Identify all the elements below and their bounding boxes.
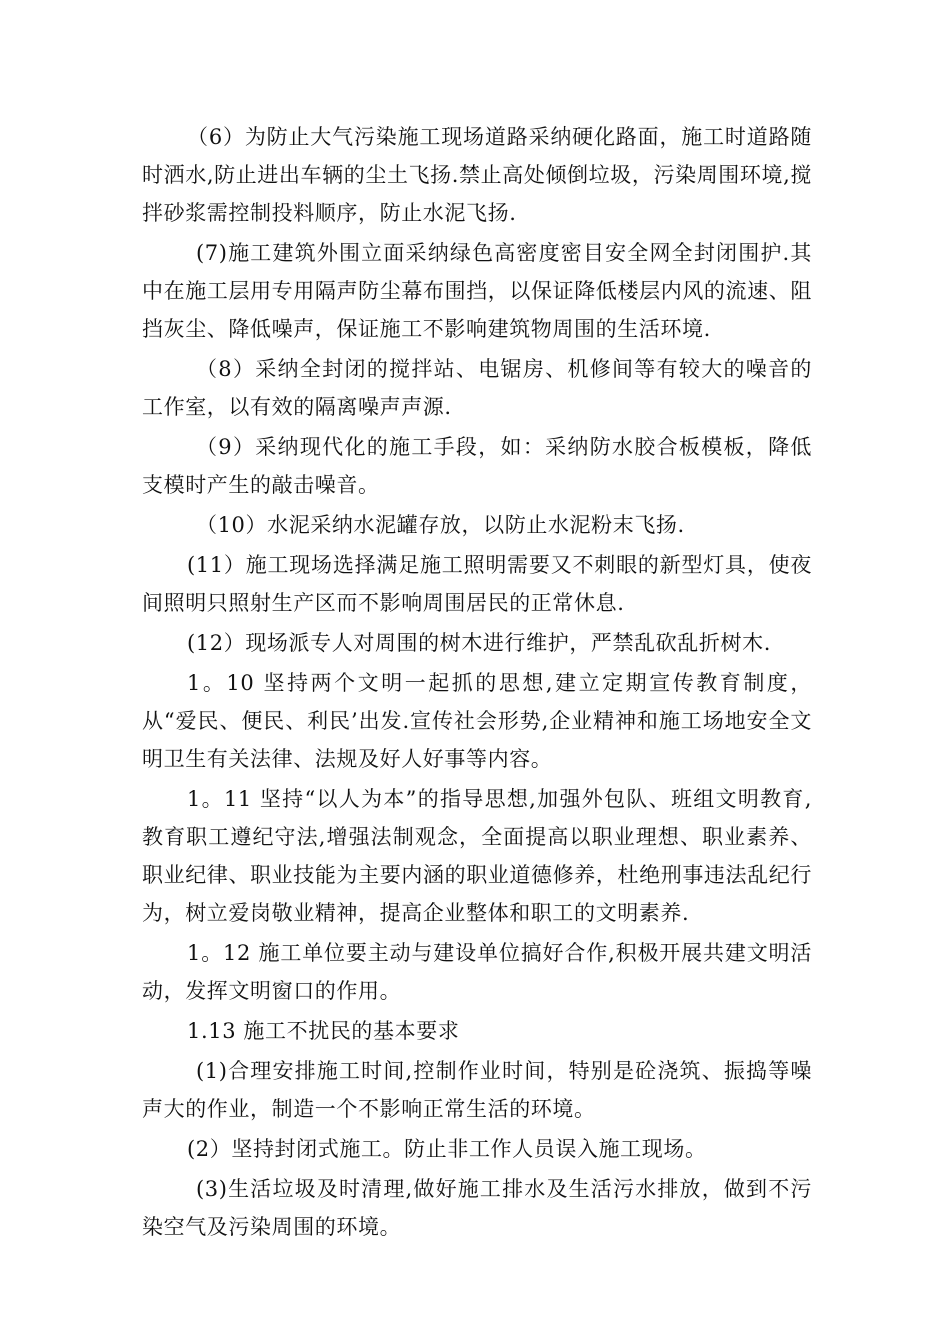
paragraph-12: (12）现场派专人对周围的树木进行维护，严禁乱砍乱折树木. bbox=[187, 631, 771, 655]
requirement-3: (3)生活垃圾及时清理,做好施工排水及生活污水排放，做到不污染空气及污染周围的环境。 bbox=[142, 1177, 812, 1239]
paragraph-6: （6）为防止大气污染施工现场道路采纳硬化路面，施工时道路随时洒水,防止进出车辆的尘土飞扬.禁止高处倾倒垃圾，污染周围环境,搅拌砂浆需控制投料顺序，防止水泥飞扬. bbox=[142, 125, 812, 225]
requirement-2: (2）坚持封闭式施工。防止非工作人员误入施工现场。 bbox=[187, 1137, 707, 1161]
document-body bbox=[142, 118, 812, 1246]
paragraph-9: （9）采纳现代化的施工手段，如：采纳防水胶合板模板，降低支模时产生的敲击噪音。 bbox=[142, 435, 812, 497]
section-1-13-heading: 1.13 施工不扰民的基本要求 bbox=[187, 1019, 460, 1043]
paragraph-7: (7)施工建筑外围立面采纳绿色高密度密目安全网全封闭围护.其中在施工层用专用隔声防尘幕布围挡，以保证降低楼层内风的流速、阻挡灰尘、降低噪声，保证施工不影响建筑物周围的生活环境. bbox=[142, 241, 812, 341]
section-1-10: 1。10 坚持两个文明一起抓的思想,建立定期宣传教育制度，从“爱民、便民、利民’出发.宣传社会形势,企业精神和施工场地安全文明卫生有关法律、法规及好人好事等内容。 bbox=[142, 671, 812, 771]
requirement-1: (1)合理安排施工时间,控制作业时间，特别是砼浇筑、振捣等噪声大的作业，制造一个不影响正常生活的环境。 bbox=[142, 1059, 812, 1121]
section-1-11: 1。11 坚持“以人为本”的指导思想,加强外包队、班组文明教育,教育职工遵纪守法,增强法制观念，全面提高以职业理想、职业素养、职业纪律、职业技能为主要内涵的职业道德修养，杜绝刑事违法乱纪行为，树立爱岗敬业精神，提高企业整体和职工的文明素养. bbox=[142, 787, 812, 925]
section-1-12: 1。12 施工单位要主动与建设单位搞好合作,积极开展共建文明活动，发挥文明窗口的作用。 bbox=[142, 941, 812, 1003]
paragraph-8: （8）采纳全封闭的搅拌站、电锯房、机修间等有较大的噪音的工作室，以有效的隔离噪声声源. bbox=[142, 357, 812, 419]
paragraph-10: （10）水泥采纳水泥罐存放，以防止水泥粉末飞扬. bbox=[196, 513, 685, 537]
paragraph-11: (11）施工现场选择满足施工照明需要又不刺眼的新型灯具，使夜间照明只照射生产区而不影响周围居民的正常休息. bbox=[142, 553, 812, 615]
